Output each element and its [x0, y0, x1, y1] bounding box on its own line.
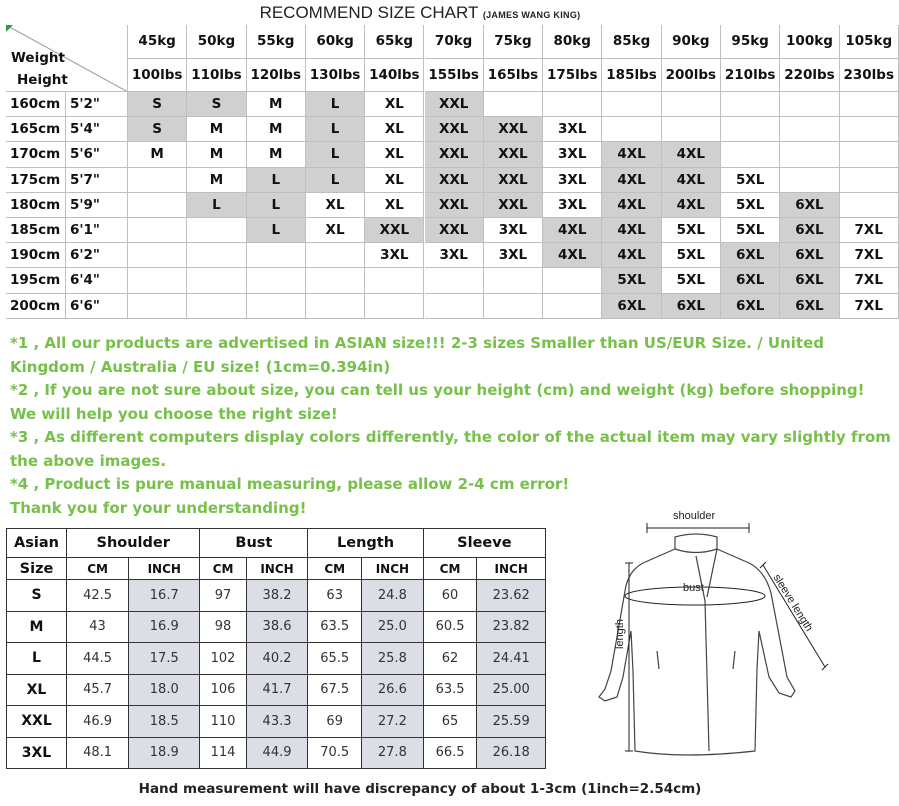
measure-value: 17.5: [129, 643, 200, 675]
size-cell: 7XL: [840, 218, 899, 243]
size-cell: XXL: [425, 168, 484, 193]
size-cell: [247, 268, 306, 293]
chart-title-main: RECOMMEND SIZE CHART: [259, 3, 479, 22]
height-ft-label: 5'6": [66, 142, 128, 167]
size-label: S: [7, 580, 67, 612]
size-cell: S: [128, 117, 187, 142]
size-cell: [780, 142, 839, 167]
size-cell: [543, 294, 602, 319]
size-cell: [128, 193, 187, 218]
weight-kg-header: 80kg: [543, 25, 602, 59]
table-row: [7, 737, 546, 769]
notes-section: [10, 332, 892, 520]
weight-kg-header: 50kg: [187, 25, 246, 59]
weight-lbs-header: 120lbs: [247, 59, 306, 93]
size-cell: 4XL: [602, 243, 661, 268]
weight-lbs-header: 140lbs: [365, 59, 424, 93]
size-cell: [187, 294, 246, 319]
size-cell: 5XL: [721, 168, 780, 193]
measure-value: 102: [200, 643, 246, 675]
height-cm-label: 200cm: [6, 294, 66, 319]
height-cm-label: 165cm: [6, 117, 66, 142]
bust-label: bust: [683, 582, 704, 594]
size-cell: [662, 92, 721, 117]
measure-value: 43.3: [246, 706, 308, 738]
size-cell: M: [247, 142, 306, 167]
size-cell: L: [306, 92, 365, 117]
size-cell: [840, 142, 899, 167]
size-cell: 3XL: [543, 117, 602, 142]
size-cell: XL: [306, 193, 365, 218]
measure-value: 23.62: [477, 580, 546, 612]
size-cell: L: [247, 218, 306, 243]
measure-value: 63.5: [423, 674, 477, 706]
size-cell: [780, 92, 839, 117]
weight-kg-header: 75kg: [484, 25, 543, 59]
measure-value: 110: [200, 706, 246, 738]
unit-header: INCH: [362, 558, 424, 580]
recommend-size-grid: [6, 25, 894, 319]
weight-axis-label: Weight: [11, 50, 65, 66]
grid-corner-header: [6, 25, 128, 92]
size-cell: S: [187, 92, 246, 117]
size-cell: 6XL: [780, 193, 839, 218]
size-cell: [187, 268, 246, 293]
size-cell: 5XL: [662, 243, 721, 268]
size-cell: L: [247, 168, 306, 193]
size-cell: XL: [306, 218, 365, 243]
size-cell: XXL: [425, 92, 484, 117]
measure-value: 41.7: [246, 674, 308, 706]
measure-value: 25.0: [362, 611, 424, 643]
height-ft-label: 5'9": [66, 193, 128, 218]
size-cell: XXL: [425, 117, 484, 142]
size-cell: XXL: [484, 117, 543, 142]
unit-header: INCH: [246, 558, 308, 580]
size-cell: 3XL: [543, 168, 602, 193]
size-cell: M: [187, 168, 246, 193]
table-row: [7, 643, 546, 675]
weight-kg-header: 95kg: [721, 25, 780, 59]
size-cell: 4XL: [662, 193, 721, 218]
table-row: [7, 674, 546, 706]
size-cell: [247, 294, 306, 319]
size-label: 3XL: [7, 737, 67, 769]
size-label: M: [7, 611, 67, 643]
weight-lbs-header: 185lbs: [602, 59, 661, 93]
measure-value: 70.5: [308, 737, 362, 769]
corner-marker-icon: [6, 25, 13, 32]
weight-lbs-header: 100lbs: [128, 59, 187, 93]
size-cell: 5XL: [662, 268, 721, 293]
measure-value: 60.5: [423, 611, 477, 643]
size-cell: 3XL: [365, 243, 424, 268]
weight-lbs-header: 155lbs: [425, 59, 484, 93]
measure-value: 25.8: [362, 643, 424, 675]
footer-note: Hand measurement will have discrepancy of about 1-3cm (1inch=2.54cm): [138, 781, 702, 797]
measure-value: 38.6: [246, 611, 308, 643]
size-cell: 7XL: [840, 294, 899, 319]
coat-measurement-diagram: [583, 501, 830, 784]
height-ft-label: 6'4": [66, 268, 128, 293]
measure-value: 62: [423, 643, 477, 675]
size-cell: XXL: [484, 142, 543, 167]
weight-kg-header: 60kg: [306, 25, 365, 59]
size-cell: 4XL: [662, 168, 721, 193]
size-cell: 4XL: [602, 193, 661, 218]
size-cell: 7XL: [840, 243, 899, 268]
unit-header: INCH: [129, 558, 200, 580]
size-cell: XXL: [425, 142, 484, 167]
height-ft-label: 6'6": [66, 294, 128, 319]
height-ft-label: 5'2": [66, 92, 128, 117]
height-cm-label: 160cm: [6, 92, 66, 117]
size-cell: [247, 243, 306, 268]
size-cell: L: [247, 193, 306, 218]
size-cell: [484, 92, 543, 117]
size-cell: [840, 193, 899, 218]
measure-value: 40.2: [246, 643, 308, 675]
weight-kg-header: 65kg: [365, 25, 424, 59]
height-cm-label: 185cm: [6, 218, 66, 243]
size-cell: [306, 294, 365, 319]
measure-value: 42.5: [67, 580, 129, 612]
unit-header: CM: [67, 558, 129, 580]
size-cell: [543, 268, 602, 293]
height-cm-label: 180cm: [6, 193, 66, 218]
height-ft-label: 5'4": [66, 117, 128, 142]
measure-value: 27.2: [362, 706, 424, 738]
bust-header: Bust: [200, 529, 308, 558]
measurement-table: [6, 528, 546, 769]
size-cell: 3XL: [543, 142, 602, 167]
measure-value: 63.5: [308, 611, 362, 643]
size-cell: [425, 294, 484, 319]
measure-value: 24.41: [477, 643, 546, 675]
weight-lbs-header: 130lbs: [306, 59, 365, 93]
size-cell: [721, 92, 780, 117]
size-cell: 4XL: [602, 168, 661, 193]
size-cell: [128, 268, 187, 293]
size-header-label: Size: [7, 558, 67, 580]
size-cell: 6XL: [721, 294, 780, 319]
size-cell: 6XL: [780, 243, 839, 268]
size-cell: XL: [365, 193, 424, 218]
size-cell: 4XL: [543, 243, 602, 268]
height-axis-label: Height: [17, 72, 68, 88]
size-cell: [721, 117, 780, 142]
size-cell: L: [306, 168, 365, 193]
size-label: XL: [7, 674, 67, 706]
measure-value: 69: [308, 706, 362, 738]
size-cell: [780, 117, 839, 142]
note-thanks: Thank you for your understanding!: [10, 498, 307, 517]
chart-title-brand: (JAMES WANG KING): [482, 10, 581, 20]
size-cell: XL: [365, 92, 424, 117]
measure-value: 67.5: [308, 674, 362, 706]
note-3: *3 , As different computers display colors differently, the color of the actual item may vary slightly from the above images.: [10, 428, 891, 470]
size-cell: [306, 243, 365, 268]
height-cm-label: 190cm: [6, 243, 66, 268]
size-cell: XL: [365, 117, 424, 142]
size-cell: [602, 92, 661, 117]
weight-kg-header: 90kg: [662, 25, 721, 59]
size-cell: XXL: [365, 218, 424, 243]
size-cell: 4XL: [602, 218, 661, 243]
measure-value: 38.2: [246, 580, 308, 612]
height-cm-label: 195cm: [6, 268, 66, 293]
size-cell: 4XL: [602, 142, 661, 167]
weight-lbs-header: 230lbs: [840, 59, 899, 93]
size-cell: XL: [365, 168, 424, 193]
size-cell: [840, 168, 899, 193]
height-ft-label: 6'1": [66, 218, 128, 243]
size-cell: [721, 142, 780, 167]
weight-lbs-header: 110lbs: [187, 59, 246, 93]
size-cell: 6XL: [721, 243, 780, 268]
measure-value: 25.00: [477, 674, 546, 706]
measure-value: 24.8: [362, 580, 424, 612]
size-cell: S: [128, 92, 187, 117]
height-cm-label: 170cm: [6, 142, 66, 167]
size-cell: 5XL: [602, 268, 661, 293]
measure-value: 43: [67, 611, 129, 643]
size-cell: 6XL: [780, 294, 839, 319]
size-cell: [365, 294, 424, 319]
measure-value: 23.82: [477, 611, 546, 643]
height-ft-label: 5'7": [66, 168, 128, 193]
size-cell: [425, 268, 484, 293]
size-cell: 3XL: [484, 218, 543, 243]
size-cell: 6XL: [721, 268, 780, 293]
size-cell: 3XL: [543, 193, 602, 218]
size-cell: 6XL: [780, 218, 839, 243]
size-cell: 3XL: [484, 243, 543, 268]
measure-value: 98: [200, 611, 246, 643]
unit-header: CM: [423, 558, 477, 580]
measure-value: 46.9: [67, 706, 129, 738]
shoulder-label: shoulder: [673, 510, 716, 522]
shoulder-measure-line: [647, 523, 749, 533]
weight-lbs-header: 220lbs: [780, 59, 839, 93]
size-cell: XXL: [425, 218, 484, 243]
note-4: *4 , Product is pure manual measuring, please allow 2-4 cm error!: [10, 475, 570, 493]
size-cell: [780, 168, 839, 193]
length-header: Length: [308, 529, 423, 558]
size-cell: 4XL: [662, 142, 721, 167]
measure-value: 44.9: [246, 737, 308, 769]
size-cell: 5XL: [662, 218, 721, 243]
measure-value: 26.6: [362, 674, 424, 706]
size-cell: XXL: [484, 168, 543, 193]
size-cell: XXL: [425, 193, 484, 218]
measure-value: 114: [200, 737, 246, 769]
size-cell: XXL: [484, 193, 543, 218]
height-ft-label: 6'2": [66, 243, 128, 268]
measure-value: 25.59: [477, 706, 546, 738]
measure-value: 106: [200, 674, 246, 706]
size-cell: M: [128, 142, 187, 167]
size-label: L: [7, 643, 67, 675]
size-cell: 3XL: [425, 243, 484, 268]
size-cell: 6XL: [780, 268, 839, 293]
size-cell: M: [187, 117, 246, 142]
size-cell: L: [306, 142, 365, 167]
size-cell: [128, 168, 187, 193]
size-cell: 6XL: [662, 294, 721, 319]
measure-value: 65: [423, 706, 477, 738]
measure-value: 97: [200, 580, 246, 612]
size-cell: M: [247, 92, 306, 117]
measure-value: 44.5: [67, 643, 129, 675]
size-cell: 7XL: [840, 268, 899, 293]
size-cell: [187, 243, 246, 268]
size-cell: 4XL: [543, 218, 602, 243]
measure-value: 27.8: [362, 737, 424, 769]
size-cell: [602, 117, 661, 142]
size-cell: L: [187, 193, 246, 218]
size-cell: [306, 268, 365, 293]
note-1: *1 , All our products are advertised in ASIAN size!!! 2-3 sizes Smaller than US/EUR Size. / United Kingdom / Australia / EU size! (1cm=0.394in): [10, 334, 825, 376]
asian-size-header: Asian: [7, 529, 67, 558]
measure-value: 63: [308, 580, 362, 612]
size-cell: [840, 117, 899, 142]
measure-value: 16.9: [129, 611, 200, 643]
table-row: [7, 580, 546, 612]
unit-header: INCH: [477, 558, 546, 580]
coat-outline: [599, 534, 795, 755]
weight-kg-header: 55kg: [247, 25, 306, 59]
weight-lbs-header: 200lbs: [662, 59, 721, 93]
table-row: [7, 611, 546, 643]
measure-value: 60: [423, 580, 477, 612]
size-cell: M: [247, 117, 306, 142]
note-2: *2 , If you are not sure about size, you can tell us your height (cm) and weight (kg) before shopping! We will help you choose the right size!: [10, 381, 865, 423]
size-cell: M: [187, 142, 246, 167]
measure-value: 65.5: [308, 643, 362, 675]
size-cell: [840, 92, 899, 117]
size-cell: [543, 92, 602, 117]
measure-value: 26.18: [477, 737, 546, 769]
measure-value: 45.7: [67, 674, 129, 706]
size-label: XXL: [7, 706, 67, 738]
size-cell: 5XL: [721, 218, 780, 243]
measure-value: 18.0: [129, 674, 200, 706]
weight-lbs-header: 165lbs: [484, 59, 543, 93]
size-cell: [484, 294, 543, 319]
sleeve-label: sleeve length: [770, 572, 815, 634]
measure-value: 16.7: [129, 580, 200, 612]
table-row: [7, 706, 546, 738]
weight-kg-header: 100kg: [780, 25, 839, 59]
size-cell: [365, 268, 424, 293]
size-cell: 5XL: [721, 193, 780, 218]
weight-kg-header: 105kg: [840, 25, 899, 59]
shoulder-header: Shoulder: [67, 529, 200, 558]
chart-title: [0, 2, 840, 26]
size-cell: [484, 268, 543, 293]
size-cell: [128, 243, 187, 268]
measure-value: 66.5: [423, 737, 477, 769]
size-cell: [128, 294, 187, 319]
weight-kg-header: 85kg: [602, 25, 661, 59]
size-cell: XL: [365, 142, 424, 167]
weight-lbs-header: 175lbs: [543, 59, 602, 93]
size-cell: [187, 218, 246, 243]
size-cell: 6XL: [602, 294, 661, 319]
size-cell: [662, 117, 721, 142]
unit-header: CM: [308, 558, 362, 580]
weight-lbs-header: 210lbs: [721, 59, 780, 93]
weight-kg-header: 70kg: [425, 25, 484, 59]
size-cell: L: [306, 117, 365, 142]
size-cell: [128, 218, 187, 243]
measure-value: 18.9: [129, 737, 200, 769]
sleeve-header: Sleeve: [423, 529, 545, 558]
weight-kg-header: 45kg: [128, 25, 187, 59]
measure-value: 48.1: [67, 737, 129, 769]
unit-header: CM: [200, 558, 246, 580]
height-cm-label: 175cm: [6, 168, 66, 193]
measure-value: 18.5: [129, 706, 200, 738]
length-label: length: [614, 619, 626, 649]
